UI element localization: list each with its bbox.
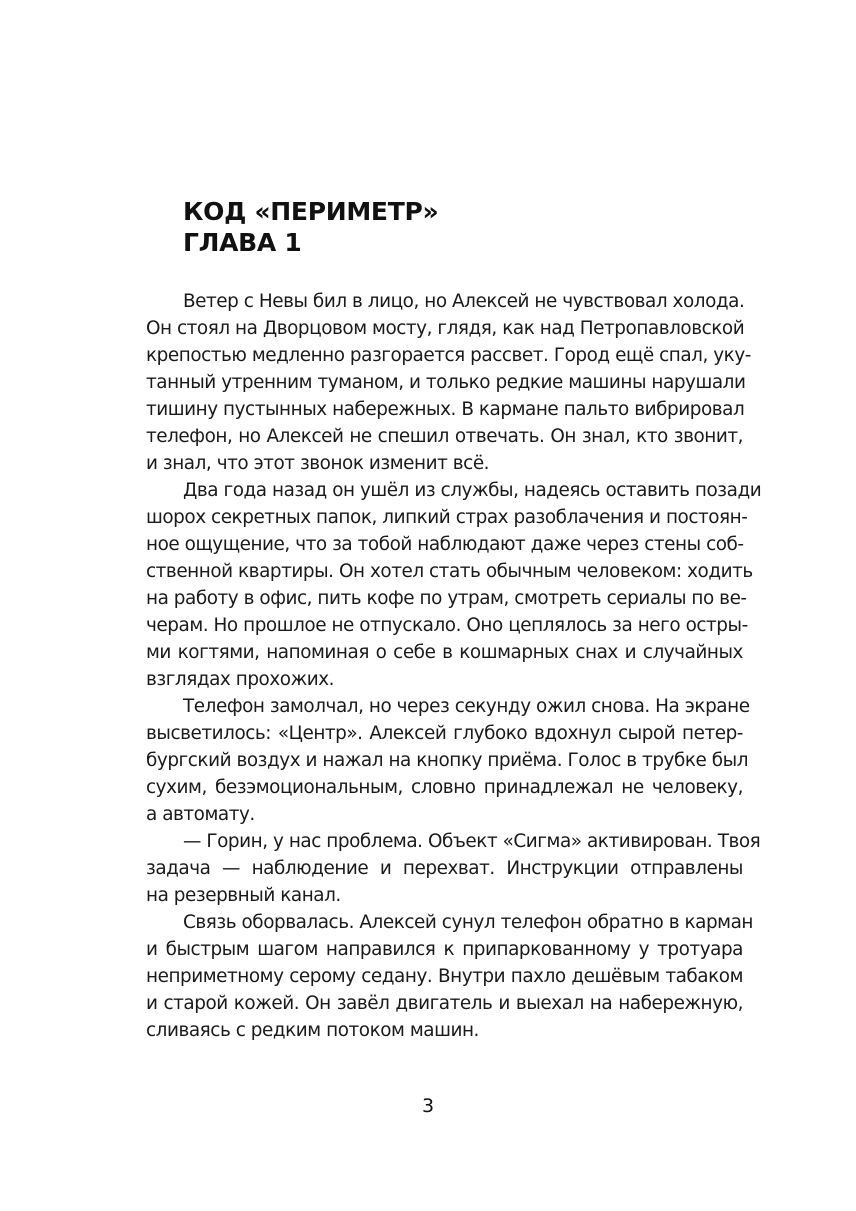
text-line: шорох секретных папок, липкий страх разоблачения и постоян-: [146, 507, 748, 528]
text-line: бургский воздух и нажал на кнопку приёма. Голос в трубке был: [146, 750, 749, 771]
text-line: ственной квартиры. Он хотел стать обычным человеком: ходить: [146, 561, 753, 582]
text-line: Он стоял на Дворцовом мосту, глядя, как над Петропавловской: [146, 318, 745, 339]
text-line: Связь оборвалась. Алексей сунул телефон обратно в карман: [183, 912, 753, 933]
text-line: взглядах прохожих.: [146, 669, 335, 690]
text-line: сухим, безэмоциональным, словно принадлежал не человеку,: [146, 777, 743, 798]
text-line: задача — наблюдение и перехват. Инструкции отправлены: [146, 858, 743, 879]
text-line: неприметному серому седану. Внутри пахло дешёвым табаком: [146, 966, 743, 987]
text-line: ми когтями, напоминая о себе в кошмарных снах и случайных: [146, 642, 743, 663]
text-line: — Горин, у нас проблема. Объект «Сигма» активирован. Твоя: [183, 831, 761, 852]
text-line: высветилось: «Центр». Алексей глубоко вдохнул сырой петер-: [146, 723, 743, 744]
page-number: 3: [421, 1095, 435, 1117]
text-line: Телефон замолчал, но через секунду ожил снова. На экране: [183, 696, 750, 717]
text-line: а автомату.: [146, 804, 255, 825]
chapter-title: КОД «ПЕРИМЕТР»: [183, 197, 439, 226]
paragraph: [146, 909, 753, 1044]
text-line: ное ощущение, что за тобой наблюдают даже через стены соб-: [146, 534, 744, 555]
chapter-subtitle: ГЛАВА 1: [183, 228, 302, 257]
chapter-body: [146, 288, 762, 1044]
paragraph: [146, 288, 751, 477]
text-line: Ветер с Невы бил в лицо, но Алексей не чувствовал холода.: [183, 291, 745, 312]
paragraph: [146, 693, 750, 828]
paragraph: [146, 477, 762, 693]
dialogue-paragraph: [146, 828, 761, 909]
text-line: на работу в офис, пить кофе по утрам, смотреть сериалы по ве-: [146, 588, 747, 609]
text-line: на резервный канал.: [146, 885, 341, 906]
text-line: Два года назад он ушёл из службы, надеясь оставить позади: [183, 480, 762, 501]
text-line: телефон, но Алексей не спешил отвечать. Он знал, кто звонит,: [146, 426, 743, 447]
text-line: крепостью медленно разгорается рассвет. Город ещё спал, уку-: [146, 345, 751, 366]
text-line: черам. Но прошлое не отпускало. Оно цеплялось за него остры-: [146, 615, 748, 636]
text-line: сливаясь с редким потоком машин.: [146, 1020, 479, 1041]
text-line: танный утренним туманом, и только редкие машины нарушали: [146, 372, 746, 393]
text-line: и старой кожей. Он завёл двигатель и выехал на набережную,: [146, 993, 743, 1014]
text-line: и быстрым шагом направился к припаркованному у тротуара: [146, 939, 743, 960]
chapter-header: [183, 196, 743, 258]
text-line: и знал, что этот звонок изменит всё.: [146, 453, 490, 474]
text-line: тишину пустынных набережных. В кармане пальто вибрировал: [146, 399, 745, 420]
